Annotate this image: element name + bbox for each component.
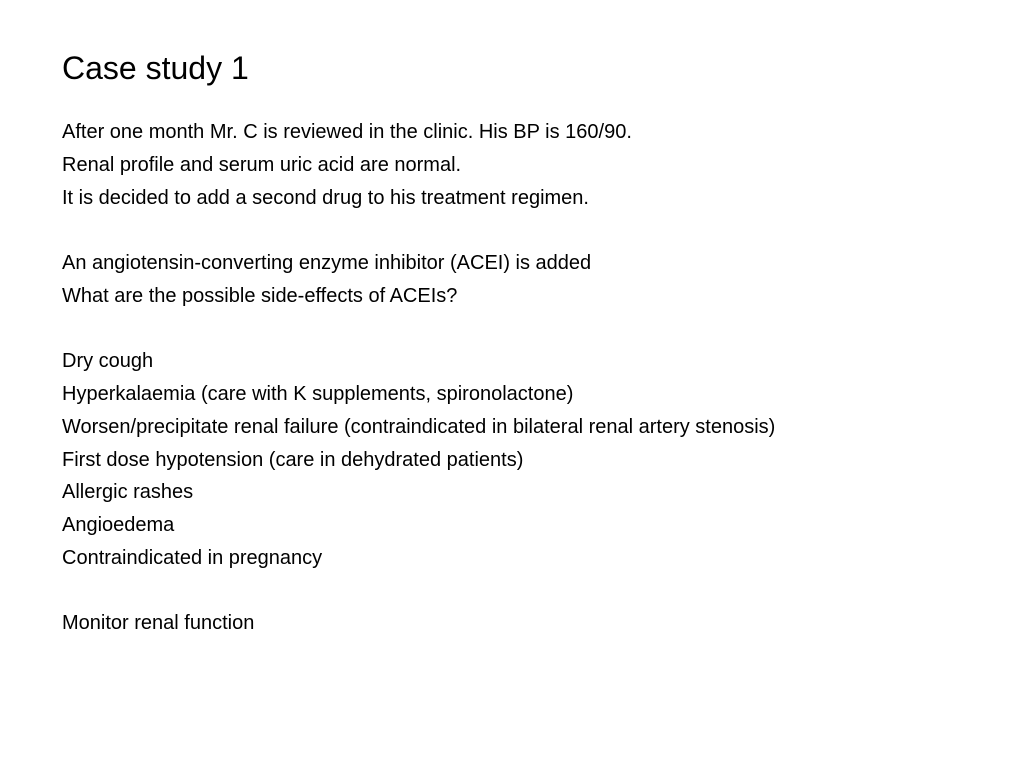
intro-line: It is decided to add a second drug to his treatment regimen. — [62, 186, 589, 209]
side-effect-item: Allergic rashes — [62, 481, 194, 504]
paragraph-spacer — [62, 313, 1002, 346]
monitoring-note: Monitor renal function — [62, 612, 255, 635]
side-effect-item: Hyperkalaemia (care with K supplements, spironolactone) — [62, 383, 574, 405]
intro-line: After one month Mr. C is reviewed in the clinic. His BP is 160/90. — [62, 121, 632, 143]
question-line: What are the possible side-effects of ACEIs? — [62, 284, 458, 307]
side-effect-item: Worsen/precipitate renal failure (contraindicated in bilateral renal artery stenosis) — [62, 415, 776, 438]
side-effect-item: Angioedema — [62, 514, 175, 536]
question-line: An angiotensin-converting enzyme inhibitor (ACEI) is added — [62, 252, 592, 274]
side-effect-item: First dose hypotension (care in dehydrated patients) — [62, 448, 524, 471]
slide-title: Case study 1 — [62, 50, 249, 86]
slide-body — [62, 116, 1002, 640]
paragraph-spacer — [62, 214, 1002, 247]
intro-line: Renal profile and serum uric acid are normal. — [62, 153, 462, 176]
side-effect-item: Dry cough — [62, 350, 154, 373]
side-effect-item: Contraindicated in pregnancy — [62, 546, 323, 569]
paragraph-spacer — [62, 575, 1002, 608]
